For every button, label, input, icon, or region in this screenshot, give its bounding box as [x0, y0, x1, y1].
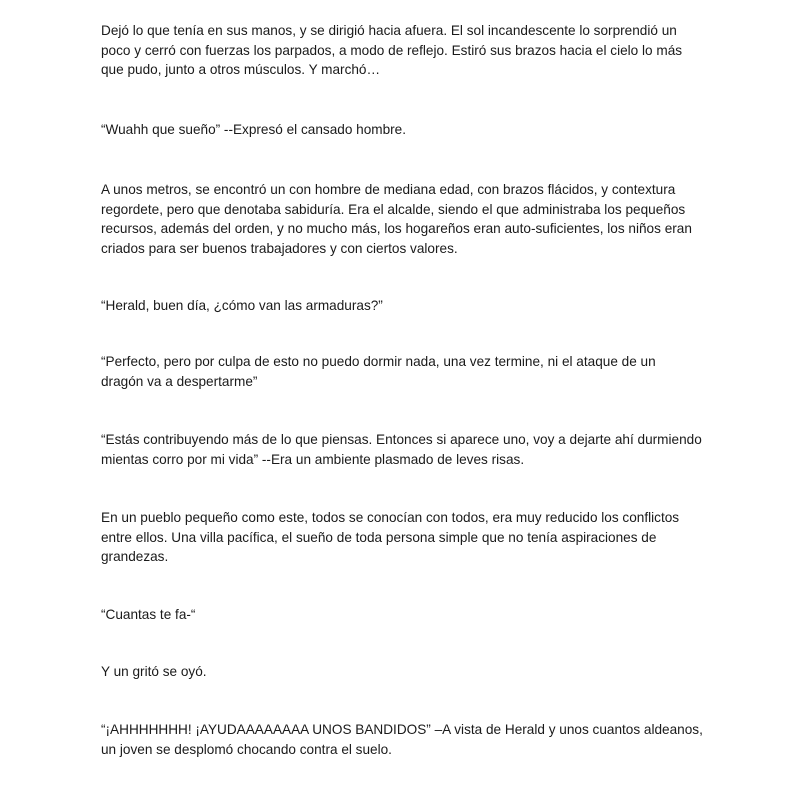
- text-line: regordete, pero que denotaba sabiduría. Era el alcalde, siendo el que administraba los pequeños: [101, 201, 686, 217]
- paragraph-10: [101, 720, 701, 759]
- text-line: criados para ser buenos trabajadores y con ciertos valores.: [101, 240, 458, 256]
- paragraph-7: [101, 508, 701, 567]
- paragraph-1: [101, 21, 701, 80]
- text-line: Y un gritó se oyó.: [101, 664, 207, 679]
- text-line: Dejó lo que tenía en sus manos, y se dirigió hacia afuera. El sol incandescente lo sorprendió un: [101, 23, 677, 38]
- text-line: “Wuahh que sueño” --Expresó el cansado hombre.: [101, 122, 407, 137]
- text-line: “Herald, buen día, ¿cómo van las armaduras?”: [101, 298, 383, 313]
- text-line: “Cuantas te fa-“: [101, 607, 196, 622]
- paragraph-4: [101, 296, 701, 316]
- text-line: “¡AHHHHHHH! ¡AYUDAAAAAAAA UNOS BANDIDOS” –A vista de Herald y unos cuantos aldeanos,: [101, 722, 703, 737]
- paragraph-8: [101, 605, 701, 625]
- text-line: que pudo, junto a otros músculos. Y marchó…: [101, 62, 381, 77]
- text-line: dragón va a despertarme”: [101, 373, 258, 389]
- text-line: En un pueblo pequeño como este, todos se conocían con todos, era muy reducido los conflictos: [101, 510, 680, 525]
- paragraph-9: [101, 662, 701, 682]
- text-line: recursos, además del orden, y no mucho más, los hogareños eran auto-suficientes, los niños eran: [101, 221, 692, 236]
- text-line: “Perfecto, pero por culpa de esto no puedo dormir nada, una vez termine, ni el ataque de un: [101, 354, 656, 369]
- paragraph-3: [101, 180, 701, 258]
- paragraph-6: [101, 430, 701, 469]
- text-line: un joven se desplomó chocando contra el suelo.: [101, 741, 392, 757]
- paragraph-5: [101, 352, 701, 391]
- text-line: mientas corro por mi vida” --Era un ambiente plasmado de leves risas.: [101, 451, 525, 467]
- text-line: A unos metros, se encontró un con hombre de mediana edad, con brazos flácidos, y contextura: [101, 182, 676, 197]
- text-line: “Estás contribuyendo más de lo que piensas. Entonces si aparece uno, voy a dejarte ahí durmiendo: [101, 432, 702, 447]
- text-line: poco y cerró con fuerzas los parpados, a modo de reflejo. Estiró sus brazos hacia el cielo lo más: [101, 42, 683, 58]
- text-line: entre ellos. Una villa pacífica, el sueño de toda persona simple que no tenía aspiraciones de: [101, 529, 657, 545]
- text-line: grandezas.: [101, 549, 169, 564]
- paragraph-2: [101, 120, 701, 140]
